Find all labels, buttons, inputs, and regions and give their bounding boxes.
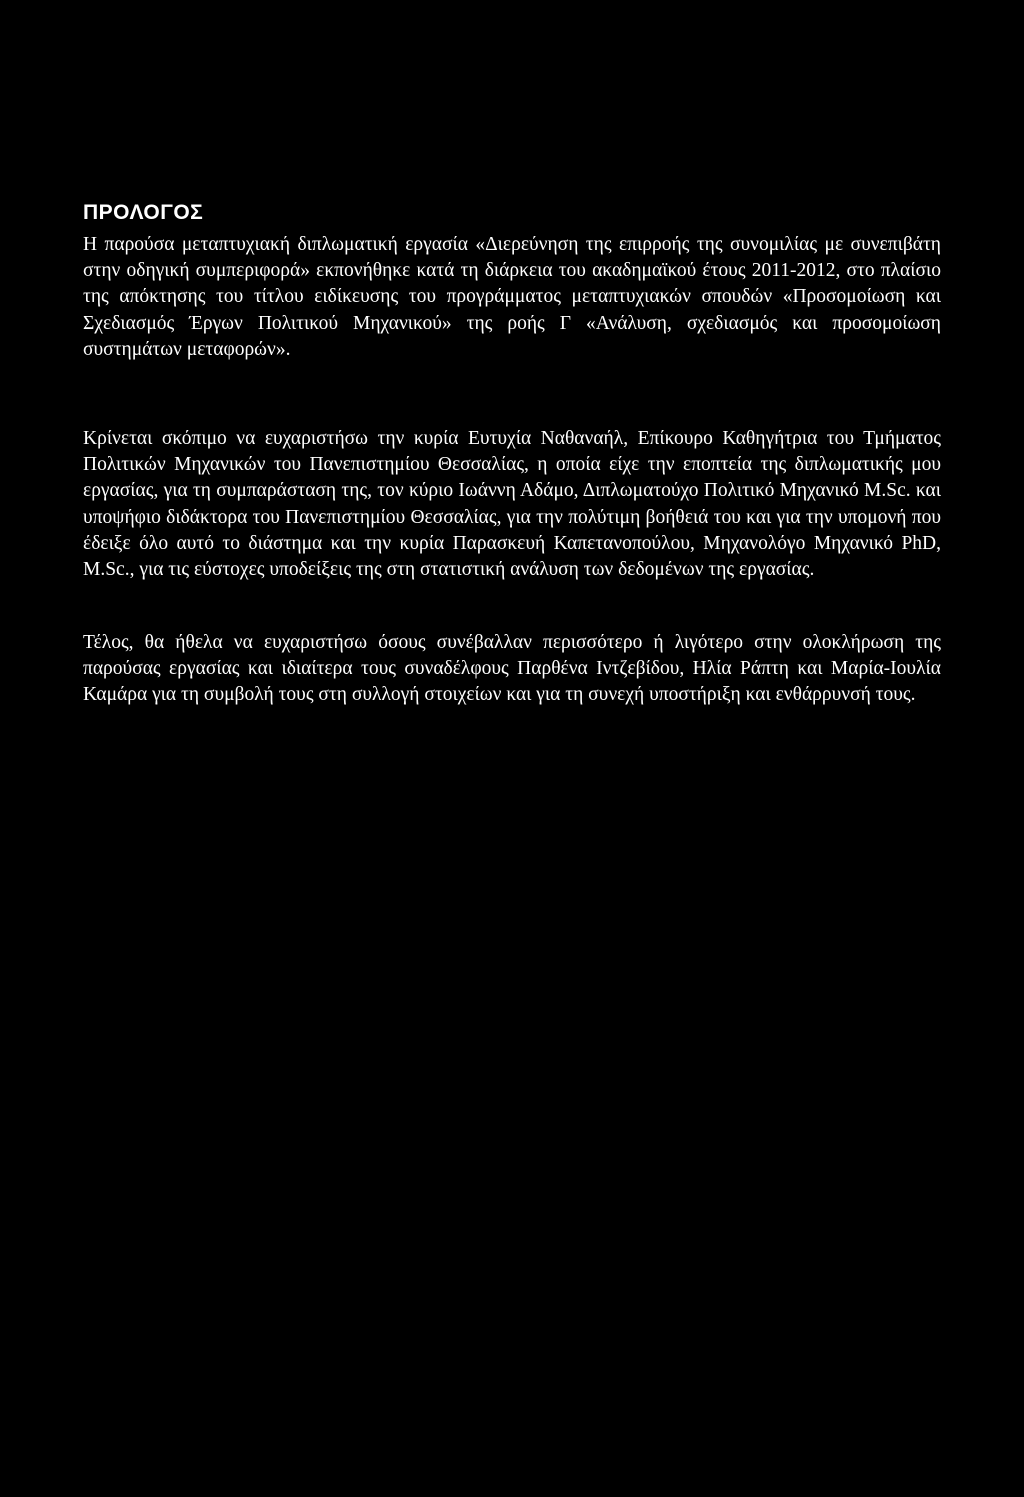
paragraph-acknowledgements: Κρίνεται σκόπιμο να ευχαριστήσω την κυρία Ευτυχία Ναθαναήλ, Επίκουρο Καθηγήτρια του Τμήματος Πολιτικών Μηχανικών του Πανεπιστημίου Θεσσαλίας, η οποία είχε την εποπτεία της διπλωματικής μου εργασίας, για τη συμπαράσταση της, τον κύριο Ιωάννη Αδάμο, Διπλωματούχο Πολιτικό Μηχανικό M.Sc. και υποψήφιο διδάκτορα του Πανεπιστημίου Θεσσαλίας, για την πολύτιμη βοήθειά του και για την υπομονή που έδειξε όλο αυτό το διάστημα και την κυρία Παρασκευή Καπετανοπούλου, Μηχανολόγο Μηχανικό PhD, M.Sc., για τις εύστοχες υποδείξεις της στη στατιστική ανάλυση των δεδομένων της εργασίας. <box>83 428 941 581</box>
paragraph-thesis-intro: Η παρούσα μεταπτυχιακή διπλωματική εργασία «Διερεύνηση της επιρροής της συνομιλίας με συνεπιβάτη στην οδηγική συμπεριφορά» εκπονήθηκε κατά τη διάρκεια του ακαδημαϊκού έτους 2011-2012, στο πλαίσιο της απόκτησης του τίτλου ειδίκευσης του προγράμματος μεταπτυχιακών σπουδών «Προσομοίωση και Σχεδιασμός Έργων Πολιτικού Μηχανικού» της ροής Γ «Ανάλυση, σχεδιασμός και προσομοίωση συστημάτων μεταφορών». <box>83 234 941 360</box>
page-title: ΠΡΟΛΟΓΟΣ <box>83 201 204 224</box>
paragraph-closing-thanks: Τέλος, θα ήθελα να ευχαριστήσω όσους συνέβαλλαν περισσότερο ή λιγότερο στην ολοκλήρωση της παρούσας εργασίας και ιδιαίτερα τους συναδέλφους Παρθένα Ιντζεβίδου, Ηλία Ράπτη και Μαρία-Ιουλία Καμάρα για τη συμβολή τους στη συλλογή στοιχείων και για τη συνεχή υποστήριξη και ενθάρρυνσή τους. <box>83 632 941 706</box>
